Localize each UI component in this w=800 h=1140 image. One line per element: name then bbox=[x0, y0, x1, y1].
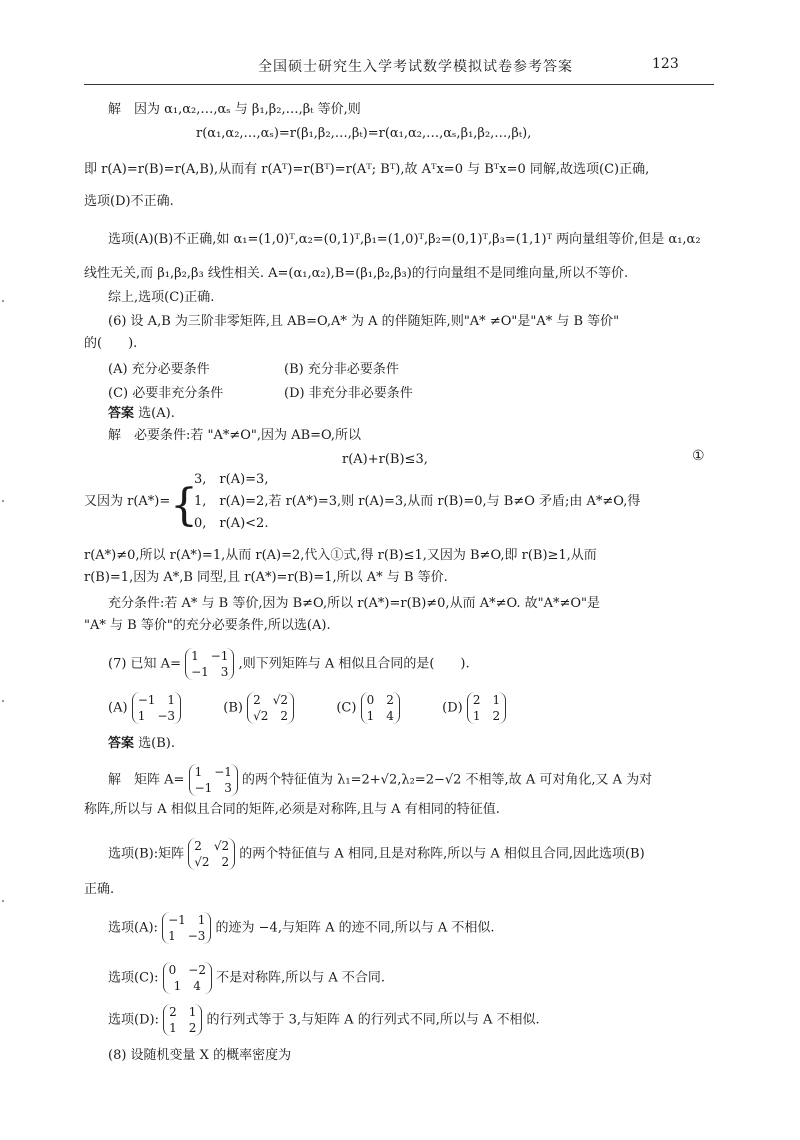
text-fragment: 的两个特征值与 A 相同,且是对称阵,所以与 A 相似且合同,因此选项(B) bbox=[239, 846, 645, 862]
piecewise-label: 又因为 r(A*)= bbox=[84, 494, 171, 509]
inequality-line: r(A)+r(B)≤3, bbox=[342, 452, 428, 467]
text-line: "A* 与 B 等价"的充分必要条件,所以选(A). bbox=[84, 618, 331, 633]
question-text: (7) 已知 A= bbox=[108, 656, 181, 672]
matrix-option-a bbox=[132, 692, 181, 724]
text-line: 线性无关,而 β₁,β₂,β₃ 线性相关. A=(α₁,α₂),B=(β₁,β₂,β₃)的行向量组不是同维向量,所以不等价. bbox=[84, 266, 629, 281]
options-q7 bbox=[108, 692, 506, 724]
text-fragment: 不是对称阵,所以与 A 不合同. bbox=[216, 970, 386, 986]
text-line: 选项(D)不正确. bbox=[84, 194, 174, 209]
solution-line: 解 因为 α₁,α₂,…,αₛ 与 β₁,β₂,…,βₜ 等价,则 bbox=[108, 102, 361, 117]
matrix-row: −1 1 bbox=[168, 913, 206, 927]
matrix-option-b bbox=[188, 838, 235, 870]
matrix-option-a bbox=[162, 912, 211, 944]
question-line-q7 bbox=[108, 648, 470, 680]
question-line: (6) 设 A,B 为三阶非零矩阵,且 AB=O,A* 为 A 的伴随矩阵,则"A* ≠O"是"A* 与 B 等价" bbox=[108, 314, 620, 329]
option-d-q6: (D) 非充分非必要条件 bbox=[284, 386, 413, 401]
option-b-q6: (B) 充分非必要条件 bbox=[284, 362, 399, 377]
question-line-q8: (8) 设随机变量 X 的概率密度为 bbox=[108, 1048, 292, 1063]
text-line bbox=[108, 764, 652, 796]
matrix-row: 2 1 bbox=[169, 1005, 197, 1019]
question-line: 的( ). bbox=[84, 336, 138, 351]
scan-mark bbox=[2, 500, 4, 502]
text-fragment: 选项(B):矩阵 bbox=[108, 846, 185, 862]
text-line: 即 r(A)=r(B)=r(A,B),从而有 r(Aᵀ)=r(Bᵀ)=r(Aᵀ; Bᵀ),故 Aᵀx=0 与 Bᵀx=0 同解,故选项(C)正确, bbox=[84, 162, 650, 177]
option-label: (B) bbox=[223, 700, 243, 716]
text-fragment: 解 矩阵 A= bbox=[108, 772, 185, 788]
scan-mark bbox=[2, 300, 4, 302]
option-c-q6: (C) 必要非充分条件 bbox=[108, 386, 224, 401]
scan-mark bbox=[2, 900, 4, 902]
answer-value: 选(B). bbox=[138, 736, 175, 751]
text-fragment: 选项(D): bbox=[108, 1012, 159, 1028]
matrix-row: 0 −2 bbox=[168, 963, 206, 977]
text-fragment: 的行列式等于 3,与矩阵 A 的行列式不同,所以与 A 不相似. bbox=[206, 1012, 540, 1028]
matrix-a bbox=[189, 764, 238, 796]
text-line: r(B)=1,因为 A*,B 同型,且 r(A*)=r(B)=1,所以 A* 与 B 等价. bbox=[84, 570, 448, 585]
answer-line-q7 bbox=[108, 734, 175, 754]
text-line: 解 必要条件:若 "A*≠O",因为 AB=O,所以 bbox=[108, 428, 362, 443]
matrix-row: √2 2 bbox=[253, 709, 289, 723]
answer-value: 选(A). bbox=[138, 406, 175, 421]
page-number: 123 bbox=[652, 56, 679, 72]
matrix-row: 2 √2 bbox=[253, 693, 289, 707]
page-header bbox=[0, 56, 800, 76]
matrix-a bbox=[185, 648, 234, 680]
equation-line: r(α₁,α₂,…,αₛ)=r(β₁,β₂,…,βₜ)=r(α₁,α₂,…,αₛ,β₁,β₂,…,βₜ), bbox=[196, 126, 532, 141]
matrix-row: −1 3 bbox=[194, 781, 232, 795]
matrix-option-c bbox=[361, 692, 400, 724]
matrix-row: 1 −3 bbox=[168, 929, 206, 943]
option-label: (C) bbox=[336, 700, 357, 716]
question-text: ,则下列矩阵与 A 相似且合同的是( ). bbox=[238, 656, 470, 672]
matrix-row: 1 −3 bbox=[137, 709, 176, 723]
matrix-row: 1 4 bbox=[366, 709, 394, 723]
text-line: 称阵,所以与 A 相似且合同的矩阵,必须是对称阵,且与 A 有相同的特征值. bbox=[84, 802, 500, 817]
piecewise-case: 0, r(A)<2. bbox=[194, 516, 269, 531]
matrix-row: −1 1 bbox=[137, 693, 176, 707]
brace-symbol: { bbox=[170, 480, 198, 531]
header-title: 全国硕士研究生入学考试数学模拟试卷参考答案 bbox=[258, 59, 573, 75]
text-line: r(A*)≠0,所以 r(A*)=1,从而 r(A)=2,代入①式,得 r(B)≤1,又因为 B≠O,即 r(B)≥1,从而 bbox=[84, 548, 597, 563]
matrix-row: √2 2 bbox=[194, 855, 230, 869]
text-line bbox=[108, 962, 385, 994]
answer-line-q6 bbox=[108, 404, 175, 424]
text-line bbox=[108, 912, 495, 944]
scan-mark bbox=[2, 700, 4, 702]
piecewise-case: 3, r(A)=3, bbox=[194, 472, 269, 487]
text-fragment: 选项(A): bbox=[108, 920, 158, 936]
matrix-row: 1 −1 bbox=[191, 649, 229, 663]
matrix-row: 2 √2 bbox=[194, 839, 230, 853]
answer-label: 答案 bbox=[108, 736, 135, 751]
matrix-row: −1 3 bbox=[191, 665, 229, 679]
text-line bbox=[108, 838, 645, 870]
matrix-option-b bbox=[247, 692, 294, 724]
matrix-row: 1 −1 bbox=[194, 765, 232, 779]
piecewise-case: 1, r(A)=2,若 r(A*)=3,则 r(A)=3,从而 r(B)=0,与 B≠O 矛盾;由 A*≠O,得 bbox=[194, 494, 641, 509]
option-a-q6: (A) 充分必要条件 bbox=[108, 362, 210, 377]
matrix-row: 0 2 bbox=[366, 693, 394, 707]
text-line: 综上,选项(C)正确. bbox=[108, 290, 215, 305]
matrix-row: 2 1 bbox=[472, 693, 501, 707]
answer-label: 答案 bbox=[108, 406, 135, 421]
option-label: (D) bbox=[442, 700, 463, 716]
matrix-row: 1 2 bbox=[472, 709, 501, 723]
text-fragment: 选项(C): bbox=[108, 970, 159, 986]
equation-marker: ① bbox=[692, 448, 705, 464]
matrix-row: 1 2 bbox=[169, 1021, 197, 1035]
text-fragment: 的两个特征值为 λ₁=2+√2,λ₂=2−√2 不相等,故 A 可对角化,又 A 为对 bbox=[242, 772, 653, 788]
text-line bbox=[108, 1004, 540, 1036]
matrix-option-d bbox=[467, 692, 506, 724]
text-line: 选项(A)(B)不正确,如 α₁=(1,0)ᵀ,α₂=(0,1)ᵀ,β₁=(1,0)ᵀ,β₂=(0,1)ᵀ,β₃=(1,1)ᵀ 两向量组等价,但是 α₁,α₂ bbox=[108, 232, 701, 247]
text-line: 充分条件:若 A* 与 B 等价,因为 B≠O,所以 r(A*)=r(B)≠0,从而 A*≠O. 故"A*≠O"是 bbox=[108, 596, 601, 611]
text-fragment: 的迹为 −4,与矩阵 A 的迹不同,所以与 A 不相似. bbox=[215, 920, 495, 936]
matrix-option-d bbox=[163, 1004, 202, 1036]
matrix-row: 1 4 bbox=[173, 979, 201, 993]
matrix-option-c bbox=[163, 962, 212, 994]
option-label: (A) bbox=[108, 700, 128, 716]
text-line: 正确. bbox=[84, 882, 115, 897]
header-rule bbox=[84, 84, 714, 85]
